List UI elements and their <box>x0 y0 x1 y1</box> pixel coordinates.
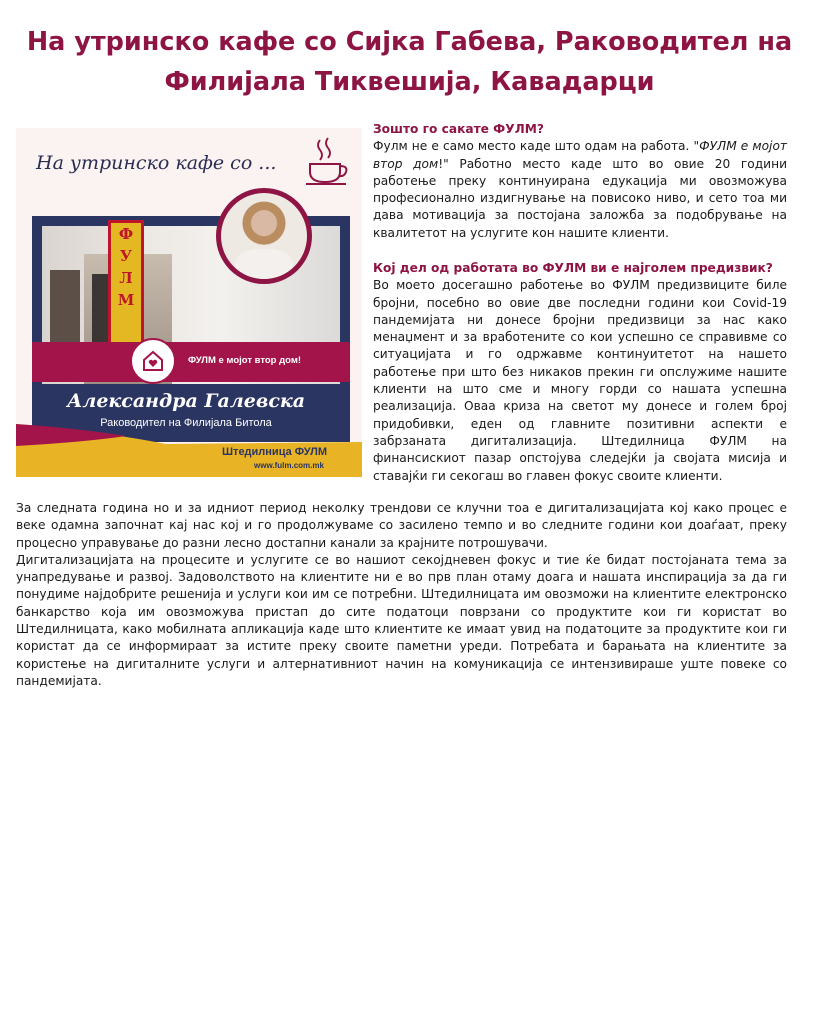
answer-text: !" Работно место каде што во овие 20 години работење преку континуирана едукација ми овозможува професионално издигнување на повисоко ниво, и сето тоа ми дава мотивација за постојана заложба за подобрување на квалитетот на услугите кон нашите клиенти. <box>373 156 787 240</box>
question-heading: Зошто го сакате ФУЛМ? <box>373 122 544 136</box>
question-heading: Кој дел од работата во ФУЛМ ви е најголем предизвик? <box>373 261 773 275</box>
answer-paragraph: Во моето досегашно работење во ФУЛМ предизвиците биле бројни, посебно во овие две последни години кои Covid-19 пандемијата ни донесе бројни предизвици за нас како менаџмент и за вработените со кои успешно се справивме со ситуацијата и го одржавме континуитетот на нашето работење при што без никаков прекин ги опслужиме нашите клиенти на што сме и многу горди со нашата успешна реализација. Оваа криза на светот му донесе и голем број придобивки, еден од главните позитивни аспекти е забрзаната дигитализација. Штедилница ФУЛМ на финансискиот пазар опстојува следејќи ја својата мисија и ставајќи ги секогаш во главен фокус своите клиенти. <box>373 278 787 483</box>
sign-letter: Ф <box>118 225 134 243</box>
person-name: Александра Галевска <box>66 390 306 412</box>
promo-image <box>16 128 362 477</box>
body-paragraph: За следната година но и за идниот период неколку трендови се клучни тоа е дигитализацијата кој како процес е веке одамна започнат кај нас кој и го продолжуваме со засилено темпо и во следните години кои доаѓаат, преку процесно управување до разни лесно достапни канали за крајните потрошувачи. <box>16 501 787 550</box>
home-heart-icon <box>142 349 164 373</box>
qa-love-fulm <box>373 121 787 242</box>
article-body <box>16 500 787 690</box>
brand-name: Штедилница ФУЛМ <box>222 446 328 458</box>
body-paragraph: Дигитализацијата на процесите и услугите се во нашиот секојдневен фокус и тие ќе бидат постојаната тема за унапредување и развој. Задоволството на клиентите ни е во прв план отаму доага и нашата инспирација за да ги понудиме најдобрите решенија и услуги кои им се потребни. Штедилницата им овозможи на клиентите електронско банкарство која им овозможува пристап до сите податоци поврзани со продуктите кои ги користат во Штедилницата, како мобилната апликација каде што клиентите ке имаат увид на податоците за продуктите кои ги користат да се информираат за истите преку своите паметни уреди. Потребата и барањата на клиентите за користење на дигиталните услуги и алтернативниот начин на комуникација се интензивираше уште повеке со пандемијата. <box>16 552 787 688</box>
sign-letter: М <box>117 291 135 309</box>
answer-paragraph <box>373 138 787 242</box>
answer-text: Фулм не е само место каде што одам на работа. " <box>373 139 700 154</box>
brand-url: www.fulm.com.mk <box>254 461 324 470</box>
qa-biggest-challenge <box>373 260 787 485</box>
sign-letter: У <box>119 247 133 265</box>
home-badge <box>130 338 176 384</box>
portrait-photo <box>221 193 307 279</box>
promo-heading: На утринско кафе со ... <box>36 152 277 174</box>
page-title: На утринско кафе со Сијка Габева, Раководител на Филијала Тиквешија, Кавадарци <box>26 27 793 97</box>
person-role: Раководител на Филијала Битола <box>100 417 272 429</box>
sign-letter: Л <box>119 269 133 287</box>
slogan-text: ФУЛМ е мојот втор дом! <box>188 355 302 366</box>
answer-emphasis: ФУЛМ е мојот втор дом <box>373 139 787 171</box>
coffee-cup-icon <box>302 136 352 188</box>
